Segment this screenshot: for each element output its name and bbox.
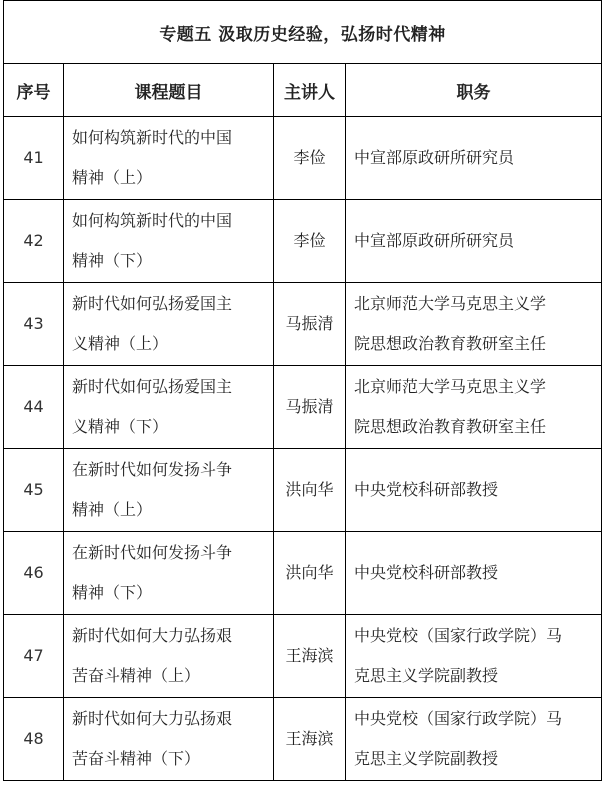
speaker: 洪向华 bbox=[274, 532, 346, 615]
course-title-line: 精神（下） bbox=[72, 251, 153, 270]
course-title-line: 义精神（下） bbox=[72, 417, 169, 436]
course-title-line: 苦奋斗精神（上） bbox=[72, 666, 201, 685]
course-table bbox=[3, 0, 602, 781]
speaker-duty bbox=[346, 698, 602, 781]
course-title-line: 新时代如何大力弘扬艰 bbox=[72, 709, 233, 728]
row-number: 42 bbox=[4, 200, 64, 283]
table-row bbox=[4, 200, 602, 283]
speaker-duty-line: 克思主义学院副教授 bbox=[354, 666, 499, 685]
speaker-duty bbox=[346, 117, 602, 200]
speaker-duty-line: 中宣部原政研所研究员 bbox=[354, 148, 515, 167]
row-number: 48 bbox=[4, 698, 64, 781]
speaker-duty-line: 中宣部原政研所研究员 bbox=[354, 231, 515, 250]
table-row bbox=[4, 117, 602, 200]
speaker-duty bbox=[346, 449, 602, 532]
row-number: 44 bbox=[4, 366, 64, 449]
course-title-line: 义精神（上） bbox=[72, 334, 169, 353]
course-title-line: 在新时代如何发扬斗争 bbox=[72, 543, 233, 562]
course-title-line: 在新时代如何发扬斗争 bbox=[72, 460, 233, 479]
course-title bbox=[64, 532, 274, 615]
speaker-duty-line: 北京师范大学马克思主义学 bbox=[354, 294, 547, 313]
table-row bbox=[4, 366, 602, 449]
table-row bbox=[4, 449, 602, 532]
speaker-duty-line: 院思想政治教育教研室主任 bbox=[354, 334, 547, 353]
row-number: 41 bbox=[4, 117, 64, 200]
speaker-duty bbox=[346, 366, 602, 449]
header-row bbox=[4, 64, 602, 117]
speaker-duty bbox=[346, 200, 602, 283]
speaker-duty-line: 北京师范大学马克思主义学 bbox=[354, 377, 547, 396]
course-title-line: 如何构筑新时代的中国 bbox=[72, 211, 233, 230]
speaker-duty-line: 中央党校科研部教授 bbox=[354, 480, 499, 499]
row-number: 45 bbox=[4, 449, 64, 532]
speaker-duty-line: 中央党校科研部教授 bbox=[354, 563, 499, 582]
course-title-line: 如何构筑新时代的中国 bbox=[72, 128, 233, 147]
course-title bbox=[64, 117, 274, 200]
table-row bbox=[4, 615, 602, 698]
course-title-line: 苦奋斗精神（下） bbox=[72, 749, 201, 768]
table-row bbox=[4, 283, 602, 366]
row-number: 46 bbox=[4, 532, 64, 615]
course-title bbox=[64, 283, 274, 366]
course-title bbox=[64, 449, 274, 532]
course-title-line: 精神（上） bbox=[72, 500, 153, 519]
header-speaker: 主讲人 bbox=[274, 64, 346, 117]
speaker-duty-line: 院思想政治教育教研室主任 bbox=[354, 417, 547, 436]
table-title: 专题五 汲取历史经验，弘扬时代精神 bbox=[4, 1, 602, 64]
speaker-duty-line: 中央党校（国家行政学院）马 bbox=[354, 626, 563, 645]
speaker-duty bbox=[346, 283, 602, 366]
course-title bbox=[64, 698, 274, 781]
course-title-line: 新时代如何大力弘扬艰 bbox=[72, 626, 233, 645]
course-title-line: 新时代如何弘扬爱国主 bbox=[72, 294, 233, 313]
course-title-line: 精神（上） bbox=[72, 168, 153, 187]
course-title bbox=[64, 615, 274, 698]
table-row bbox=[4, 698, 602, 781]
speaker: 马振清 bbox=[274, 283, 346, 366]
speaker-duty bbox=[346, 615, 602, 698]
row-number: 43 bbox=[4, 283, 64, 366]
header-duty: 职务 bbox=[346, 64, 602, 117]
speaker-duty bbox=[346, 532, 602, 615]
row-number: 47 bbox=[4, 615, 64, 698]
speaker: 李俭 bbox=[274, 200, 346, 283]
course-title bbox=[64, 200, 274, 283]
header-no: 序号 bbox=[4, 64, 64, 117]
speaker: 洪向华 bbox=[274, 449, 346, 532]
speaker: 王海滨 bbox=[274, 615, 346, 698]
course-title bbox=[64, 366, 274, 449]
speaker-duty-line: 克思主义学院副教授 bbox=[354, 749, 499, 768]
course-title-line: 精神（下） bbox=[72, 583, 153, 602]
title-row bbox=[4, 1, 602, 64]
speaker: 王海滨 bbox=[274, 698, 346, 781]
header-course: 课程题目 bbox=[64, 64, 274, 117]
speaker-duty-line: 中央党校（国家行政学院）马 bbox=[354, 709, 563, 728]
table-row bbox=[4, 532, 602, 615]
course-title-line: 新时代如何弘扬爱国主 bbox=[72, 377, 233, 396]
speaker: 李俭 bbox=[274, 117, 346, 200]
speaker: 马振清 bbox=[274, 366, 346, 449]
